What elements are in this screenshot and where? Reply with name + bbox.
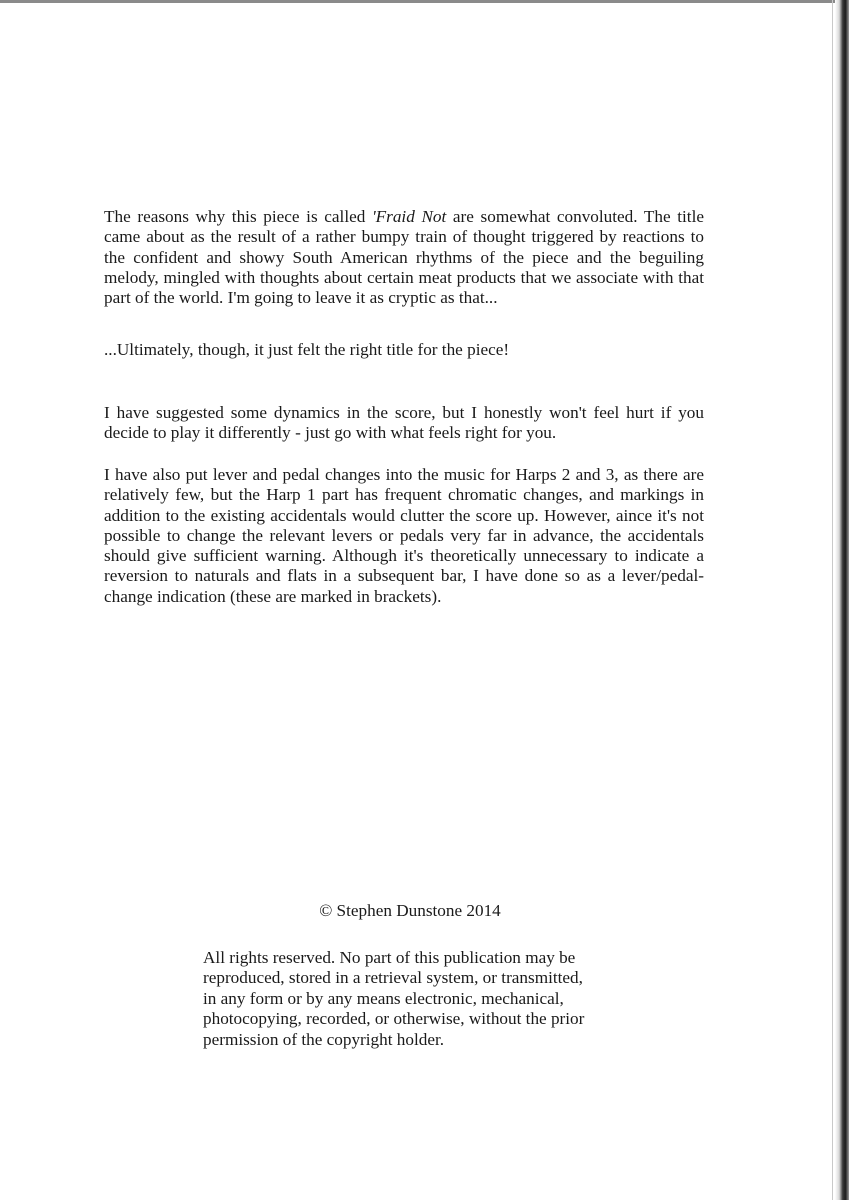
paragraph-dynamics: I have suggested some dynamics in the score, but I honestly won't feel hurt if you decide to play it differently - just go with what feels right for you. bbox=[104, 403, 704, 443]
rights-line: All rights reserved. No part of this publication may be bbox=[203, 948, 576, 967]
scan-right-shadow-line bbox=[832, 0, 833, 1200]
paragraph-1-lead: The reasons why this piece is called bbox=[104, 207, 372, 226]
rights-line: reproduced, stored in a retrieval system, or transmitted, bbox=[203, 968, 583, 988]
rights-line: in any form or by any means electronic, mechanical, bbox=[203, 988, 564, 1008]
paragraph-title-explanation bbox=[104, 207, 704, 308]
paragraph-1-rest: are somewhat convoluted. The title came about as the result of a rather bumpy train of thought triggered by reactions to the confident and showy South American rhythms of the piece and the beguiling melody, mingled with thoughts about certain meat products that we associate with that part of the world. I'm going to leave it as cryptic as that... bbox=[104, 207, 704, 308]
paragraph-ultimately: ...Ultimately, though, it just felt the right title for the piece! bbox=[104, 340, 510, 359]
scan-right-edge bbox=[835, 0, 849, 1200]
copyright-notice: © Stephen Dunstone 2014 bbox=[319, 901, 501, 920]
piece-title: 'Fraid Not bbox=[371, 207, 447, 226]
paragraph-lever-pedal-changes: I have also put lever and pedal changes into the music for Harps 2 and 3, as there are relatively few, but the Harp 1 part has frequent chromatic changes, and markings in addition to the existing accidentals would clutter the score up. However, aince it's not possible to change the relevant levers or pedals very far in advance, the accidentals should give sufficient warning. Although it's theoretically unnecessary to indicate a reversion to naturals and flats in a subsequent bar, I have done so as a lever/pedal-change indication (these are marked in brackets). bbox=[104, 465, 704, 606]
scan-top-edge bbox=[0, 0, 849, 3]
rights-line: photocopying, recorded, or otherwise, without the prior bbox=[203, 1009, 585, 1029]
rights-line: permission of the copyright holder. bbox=[203, 1029, 445, 1049]
rights-reserved-block bbox=[203, 948, 623, 1050]
